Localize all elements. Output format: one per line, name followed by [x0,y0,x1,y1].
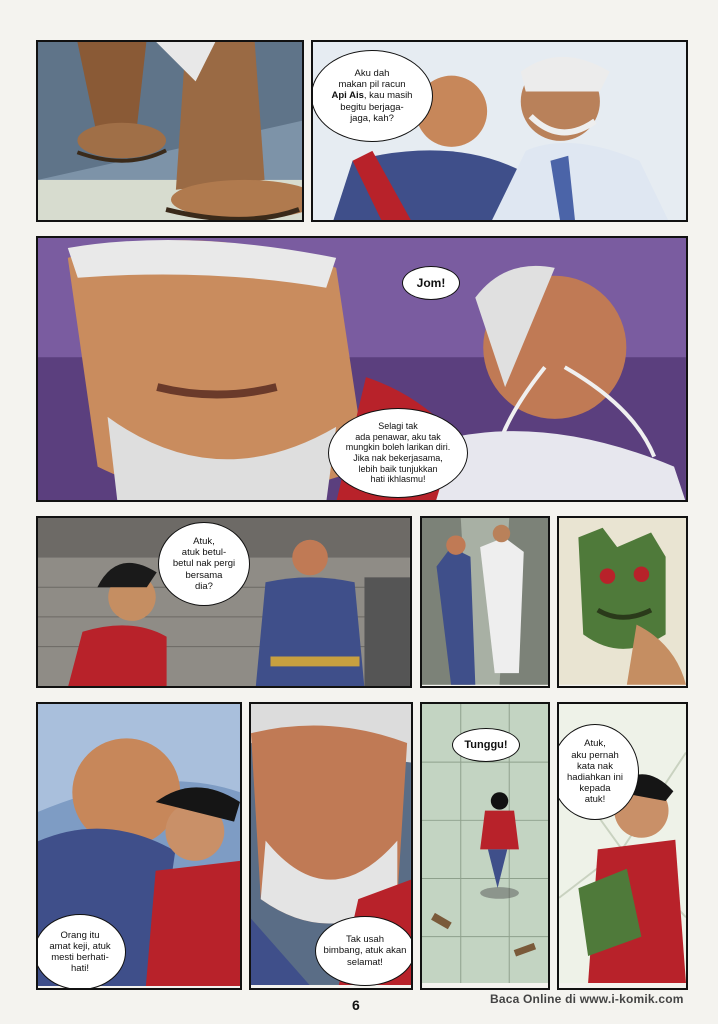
speech-bubble-gift: Atuk, aku pernah kata nak hadiahkan ini kepada atuk! [557,724,639,820]
panel-feet [36,40,304,222]
speech-bubble-poison-pill: Aku dah makan pil racun Api Ais, kau masih begitu berjaga- jaga, kah? [311,50,433,142]
panel-demon-mask [557,516,688,688]
speech-bubble-jom: Jom! [402,266,460,300]
panel-boy-running [420,702,550,990]
speech-bubble-going-with-him: Atuk, atuk betul- betul nak pergi bersama dia? [158,522,250,606]
panel-walking-away [420,516,550,688]
speech-bubble-dont-worry: Tak usah bimbang, atuk akan selamat! [315,916,413,986]
speech-bubble-no-antidote: Selagi tak ada penawar, aku tak mungkin boleh larikan diri. Jika nak bekerjasama, lebih baik tunjukkan hati ikhlasmu! [328,408,468,498]
panel-grandpa-closeup [249,702,413,990]
panel-two-elders [311,40,688,222]
page-number: 6 [352,997,360,1013]
feet-artwork [38,42,302,221]
walking-artwork [422,518,548,685]
panel-whisper [36,702,242,990]
mask-artwork [559,518,686,685]
speech-bubble-evil-man: Orang itu amat keji, atuk mesti berhati- hati! [36,914,126,990]
site-credit: Baca Online di www.i-komik.com [490,992,684,1006]
panel-boy-and-villain [36,516,412,688]
speech-bubble-tunggu: Tunggu! [452,728,520,762]
panel-boy-gift [557,702,688,990]
panel-close-faces [36,236,688,502]
